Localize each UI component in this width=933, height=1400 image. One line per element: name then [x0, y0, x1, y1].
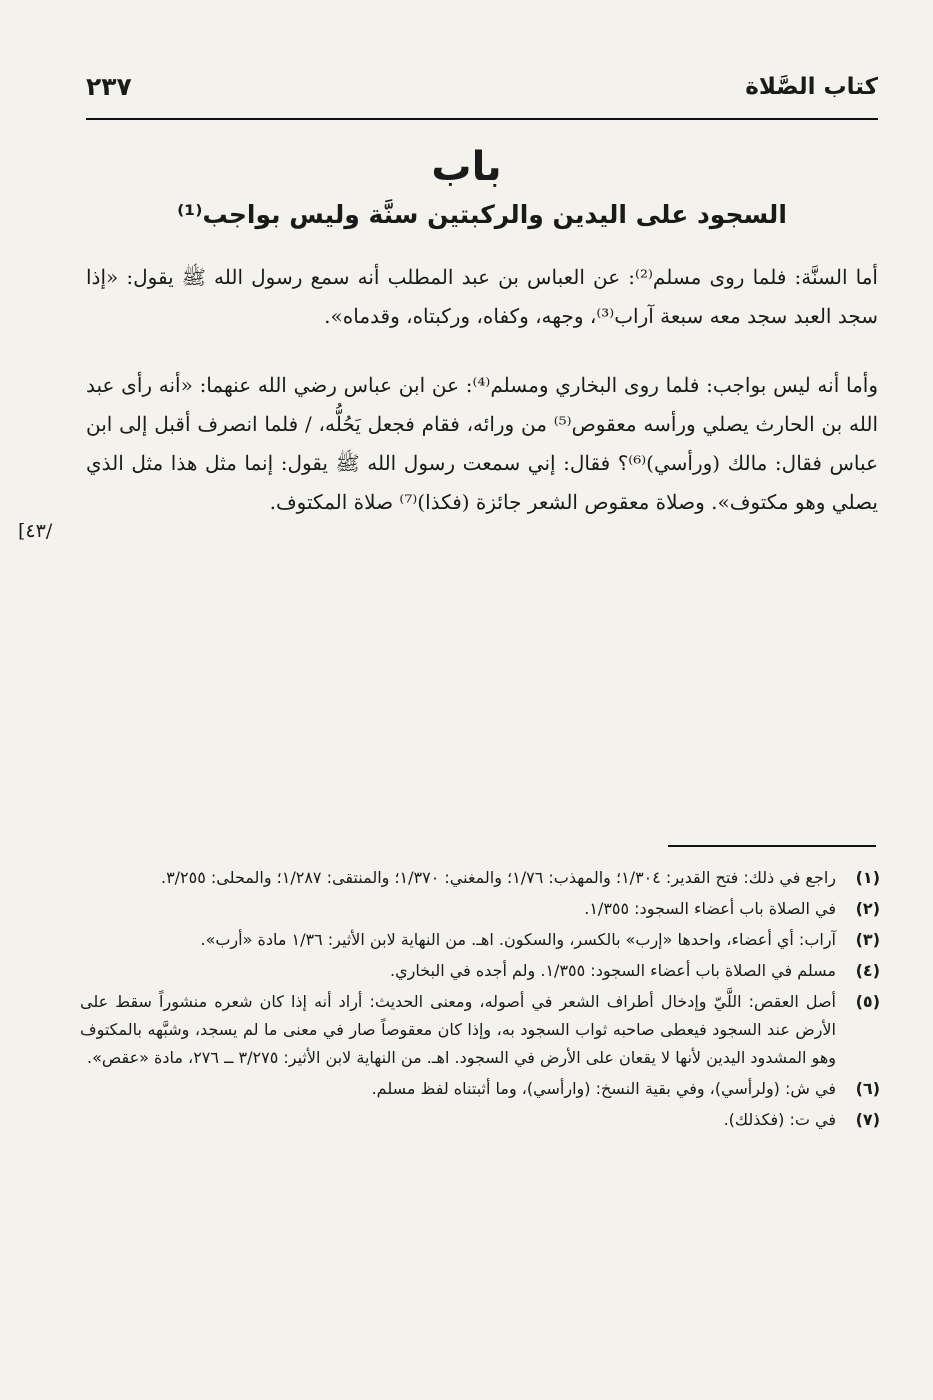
footnote-number: (٣): [855, 930, 880, 949]
footnote-number: (٦): [855, 1079, 880, 1098]
footnote-text: في ت: (فكذلك).: [723, 1110, 836, 1129]
footnote-number: (٤): [855, 961, 880, 980]
running-title: كتاب الصَّلاة: [745, 74, 878, 100]
chapter-word: باب: [431, 144, 502, 190]
footnote: [80, 957, 880, 985]
header-rule: [86, 118, 878, 120]
footnote: [80, 864, 880, 892]
main-text: [86, 258, 878, 552]
footnote-number: (١): [855, 868, 880, 887]
footnote: [80, 1075, 880, 1103]
manuscript-folio-marker: [٤٣/: [18, 520, 53, 542]
footnote: [80, 988, 880, 1072]
footnote-number: (٧): [855, 1110, 880, 1129]
footnote-text: آراب: أي أعضاء، واحدها «إرب» بالكسر، والسكون. اهـ. من النهاية لابن الأثير: ١/٣٦ مادة «أرب».: [200, 930, 836, 949]
footnote: [80, 1106, 880, 1134]
footnote-number: (٥): [855, 992, 880, 1011]
chapter-title: السجود على اليدين والركبتين سنَّة وليس بواجب⁽¹⁾: [177, 200, 787, 229]
footnote-text: في ش: (ولرأسي)، وفي بقية النسخ: (وارأسي)، وما أثبتناه لفظ مسلم.: [371, 1079, 836, 1098]
footnote-rule: [668, 845, 876, 847]
footnote-text: مسلم في الصلاة باب أعضاء السجود: ١/٣٥٥. ولم أجده في البخاري.: [389, 961, 836, 980]
footnote: [80, 926, 880, 954]
page-number: ٢٣٧: [86, 72, 132, 101]
footnote: [80, 895, 880, 923]
footnotes: [80, 864, 880, 1137]
footnote-text: راجع في ذلك: فتح القدير: ١/٣٠٤؛ والمهذب: ١/٧٦؛ والمغني: ١/٣٧٠؛ والمنتقى: ١/٢٨٧؛ والمحلى: ٣/٢٥٥.: [160, 868, 836, 887]
footnote-number: (٢): [855, 899, 880, 918]
paragraph: وأما أنه ليس بواجب: فلما روى البخاري ومسلم⁽⁴⁾: عن ابن عباس رضي الله عنهما: «أنه رأى عبد الله بن الحارث يصلي ورأسه معقوص⁽⁵⁾ من ورائه، فقام فجعل يَحُلُّه، / فلما انصرف أقبل إلى ابن عباس فقال: مالك (ورأسي)⁽⁶⁾؟ فقال: إني سمعت رسول الله ﷺ يقول: إنما مثل هذا مثل الذي يصلي وهو مكتوف». وصلاة معقوص الشعر جائزة (فكذا)⁽⁷⁾ صلاة المكتوف.: [86, 373, 879, 514]
footnote-text: في الصلاة باب أعضاء السجود: ١/٣٥٥.: [584, 899, 836, 918]
footnote-text: أصل العقص: اللَّيّ وإدخال أطراف الشعر في أصوله، ومعنى الحديث: أراد أنه إذا كان شعره منشوراً سقط على الأرض عند السجود فيعطى صاحبه ثواب السجود به، وإذا كان معقوصاً صار في معنى ما لم يسجد، وشبَّهه بالمكتوف وهو المشدود اليدين لأنها لا يقعان على الأرض في السجود. اهـ. من النهاية لابن الأثير: ٣/٢٧٥ ــ ٢٧٦، مادة «عقص».: [80, 992, 836, 1067]
page-header: [86, 72, 878, 116]
paragraph: أما السنَّة: فلما روى مسلم⁽²⁾: عن العباس بن عبد المطلب أنه سمع رسول الله ﷺ يقول: «إذا سجد العبد سجد معه سبعة آراب⁽³⁾، وجهه، وكفاه، وركبتاه، وقدماه».: [86, 265, 878, 328]
